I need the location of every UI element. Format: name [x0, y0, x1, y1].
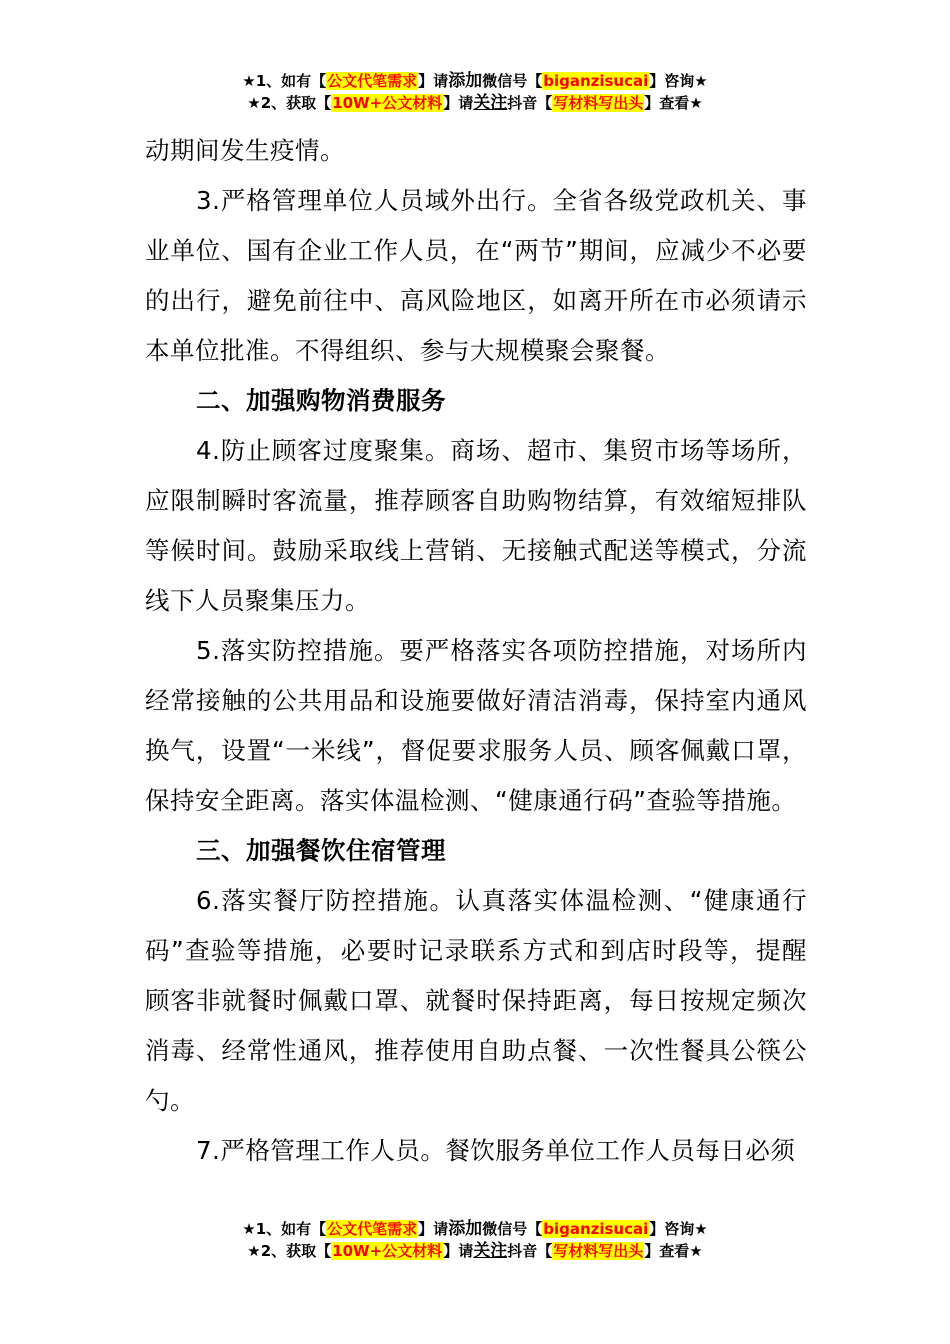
banner-highlight: 公文代笔需求 [327, 1220, 418, 1238]
banner-text: ★1、如有【 [242, 1220, 327, 1238]
banner-text: 微信号【 [482, 72, 543, 90]
banner-emphasis: 添加 [448, 71, 483, 91]
banner-text: ★1、如有【 [242, 72, 327, 90]
paragraph-item-7: 7.严格管理工作人员。餐饮服务单位工作人员每日必须 [196, 1136, 796, 1165]
banner-douyin-id: 写材料写出头 [553, 1242, 644, 1260]
banner-text: 】咨询★ [649, 1220, 708, 1238]
banner-text: ★2、获取【 [247, 94, 332, 112]
banner-line-2 [0, 92, 950, 114]
banner-line-1 [0, 70, 950, 92]
banner-text: 】查看★ [644, 94, 703, 112]
banner-highlight: 公文代笔需求 [327, 72, 418, 90]
banner-text: 】请 [418, 1220, 449, 1238]
paragraph-item-4: 4.防止顾客过度聚集。商场、超市、集贸市场等场所，应限制瞬时客流量，推荐顾客自助购物结算，有效缩短排队等候时间。鼓励采取线上营销、无接触式配送等模式，分流线下人员聚集压力。 [145, 436, 807, 615]
paragraph-continuation: 动期间发生疫情。 [145, 136, 345, 165]
banner-line-1 [0, 1218, 950, 1240]
banner-highlight: 10W+公文材料 [332, 94, 443, 112]
banner-text: 】请 [418, 72, 449, 90]
section-heading-2: 二、加强购物消费服务 [196, 386, 446, 415]
banner-text: 】请 [443, 94, 474, 112]
header-banner [0, 70, 950, 114]
banner-text: 】查看★ [644, 1242, 703, 1260]
banner-text: ★2、获取【 [247, 1242, 332, 1260]
paragraph-item-6: 6.落实餐厅防控措施。认真落实体温检测、“健康通行码”查验等措施，必要时记录联系方式和到店时段等，提醒顾客非就餐时佩戴口罩、就餐时保持距离，每日按规定频次消毒、经常性通风，推荐使用自助点餐、一次性餐具公筷公勺。 [145, 886, 807, 1115]
banner-emphasis: 关注 [473, 93, 508, 113]
banner-line-2 [0, 1240, 950, 1262]
banner-highlight: 10W+公文材料 [332, 1242, 443, 1260]
banner-text: 抖音【 [507, 94, 553, 112]
document-body [145, 126, 807, 1176]
footer-banner [0, 1218, 950, 1262]
section-heading-3: 三、加强餐饮住宿管理 [196, 836, 446, 865]
banner-emphasis: 关注 [473, 1241, 508, 1261]
banner-text: 抖音【 [507, 1242, 553, 1260]
banner-wechat-id: biganzisucai [543, 1220, 649, 1238]
banner-wechat-id: biganzisucai [543, 72, 649, 90]
paragraph-item-5: 5.落实防控措施。要严格落实各项防控措施，对场所内经常接触的公共用品和设施要做好清洁消毒，保持室内通风换气，设置“一米线”，督促要求服务人员、顾客佩戴口罩，保持安全距离。落实体温检测、“健康通行码”查验等措施。 [145, 636, 807, 815]
banner-text: 微信号【 [482, 1220, 543, 1238]
banner-text: 】请 [443, 1242, 474, 1260]
banner-text: 】咨询★ [649, 72, 708, 90]
banner-douyin-id: 写材料写出头 [553, 94, 644, 112]
paragraph-item-3: 3.严格管理单位人员域外出行。全省各级党政机关、事业单位、国有企业工作人员，在“两节”期间，应减少不必要的出行，避免前往中、高风险地区，如离开所在市必须请示本单位批准。不得组织、参与大规模聚会聚餐。 [145, 186, 807, 365]
banner-emphasis: 添加 [448, 1219, 483, 1239]
